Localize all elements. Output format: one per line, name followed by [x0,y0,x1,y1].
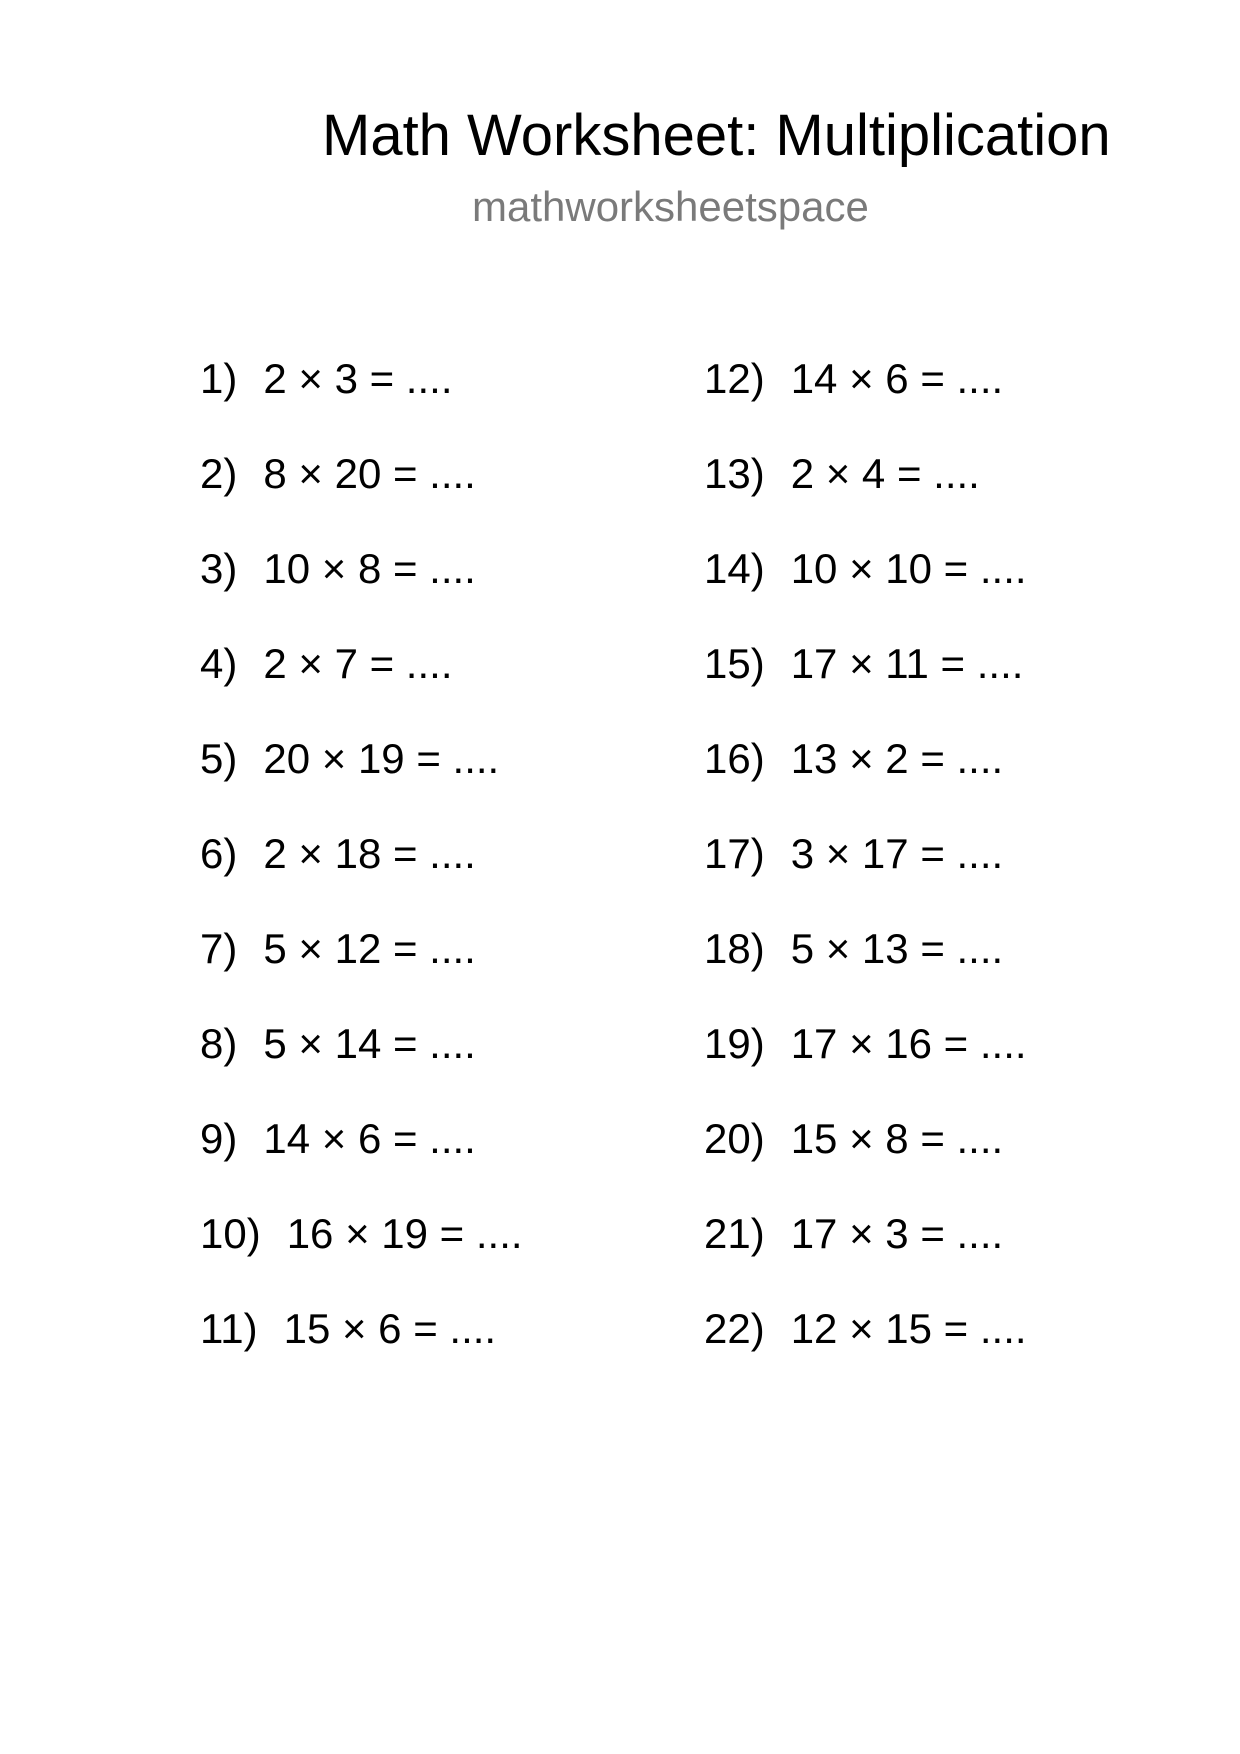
problem-item [704,1301,1224,1396]
problem-item [704,826,1224,921]
problem-number: 21) [704,1210,765,1257]
worksheet-title: Math Worksheet: Multiplication [322,103,1111,168]
problem-expression: 14 × 6 = .... [790,355,1004,402]
worksheet-source: mathworksheetspace [472,183,869,230]
problem-number: 5) [200,735,238,782]
problem-expression: 2 × 18 = .... [263,830,476,877]
problem-item [200,1111,720,1206]
problem-item [200,731,720,826]
problem-expression: 2 × 4 = .... [790,450,980,497]
problem-item [704,446,1224,541]
problem-number: 20) [704,1115,765,1162]
problem-expression: 5 × 14 = .... [263,1020,476,1067]
problem-number: 19) [704,1020,765,1067]
problem-item [200,826,720,921]
problem-expression: 12 × 15 = .... [790,1305,1027,1352]
problem-item [704,541,1224,636]
problem-number: 4) [200,640,238,687]
problem-expression: 2 × 7 = .... [263,640,453,687]
problem-expression: 16 × 19 = .... [286,1210,523,1257]
problem-item [200,636,720,731]
problem-number: 18) [704,925,765,972]
problem-expression: 8 × 20 = .... [263,450,476,497]
problem-number: 17) [704,830,765,877]
problem-item [704,921,1224,1016]
problem-item [704,731,1224,826]
problem-expression: 2 × 3 = .... [263,355,453,402]
problem-number: 6) [200,830,238,877]
problem-number: 10) [200,1210,261,1257]
problem-expression: 5 × 12 = .... [263,925,476,972]
problem-item [200,1016,720,1111]
problem-item [704,351,1224,446]
problem-number: 12) [704,355,765,402]
problem-item [704,636,1224,731]
problem-expression: 5 × 13 = .... [790,925,1004,972]
problem-item [200,1301,720,1396]
problem-number: 14) [704,545,765,592]
problem-expression: 13 × 2 = .... [790,735,1004,782]
problem-item [704,1206,1224,1301]
problem-item [200,921,720,1016]
problem-item [200,351,720,446]
problem-expression: 15 × 6 = .... [283,1305,497,1352]
problem-column-left [200,351,720,1396]
problem-expression: 10 × 10 = .... [790,545,1027,592]
problem-number: 3) [200,545,238,592]
problem-expression: 17 × 11 = .... [790,640,1024,687]
problem-expression: 15 × 8 = .... [790,1115,1004,1162]
problem-expression: 17 × 16 = .... [790,1020,1027,1067]
problem-expression: 20 × 19 = .... [263,735,500,782]
problem-expression: 10 × 8 = .... [263,545,476,592]
problem-item [200,541,720,636]
problem-column-right [704,351,1224,1396]
problem-number: 15) [704,640,765,687]
problem-expression: 14 × 6 = .... [263,1115,476,1162]
problem-number: 22) [704,1305,765,1352]
problem-number: 8) [200,1020,238,1067]
problem-number: 1) [200,355,238,402]
problem-number: 16) [704,735,765,782]
problem-item [704,1111,1224,1206]
problem-expression: 3 × 17 = .... [790,830,1004,877]
problem-item [200,446,720,541]
problem-number: 9) [200,1115,238,1162]
problem-number: 13) [704,450,765,497]
problem-item [200,1206,720,1301]
problem-number: 11) [200,1305,258,1352]
problem-expression: 17 × 3 = .... [790,1210,1004,1257]
problem-number: 2) [200,450,238,497]
problem-item [704,1016,1224,1111]
problem-number: 7) [200,925,238,972]
